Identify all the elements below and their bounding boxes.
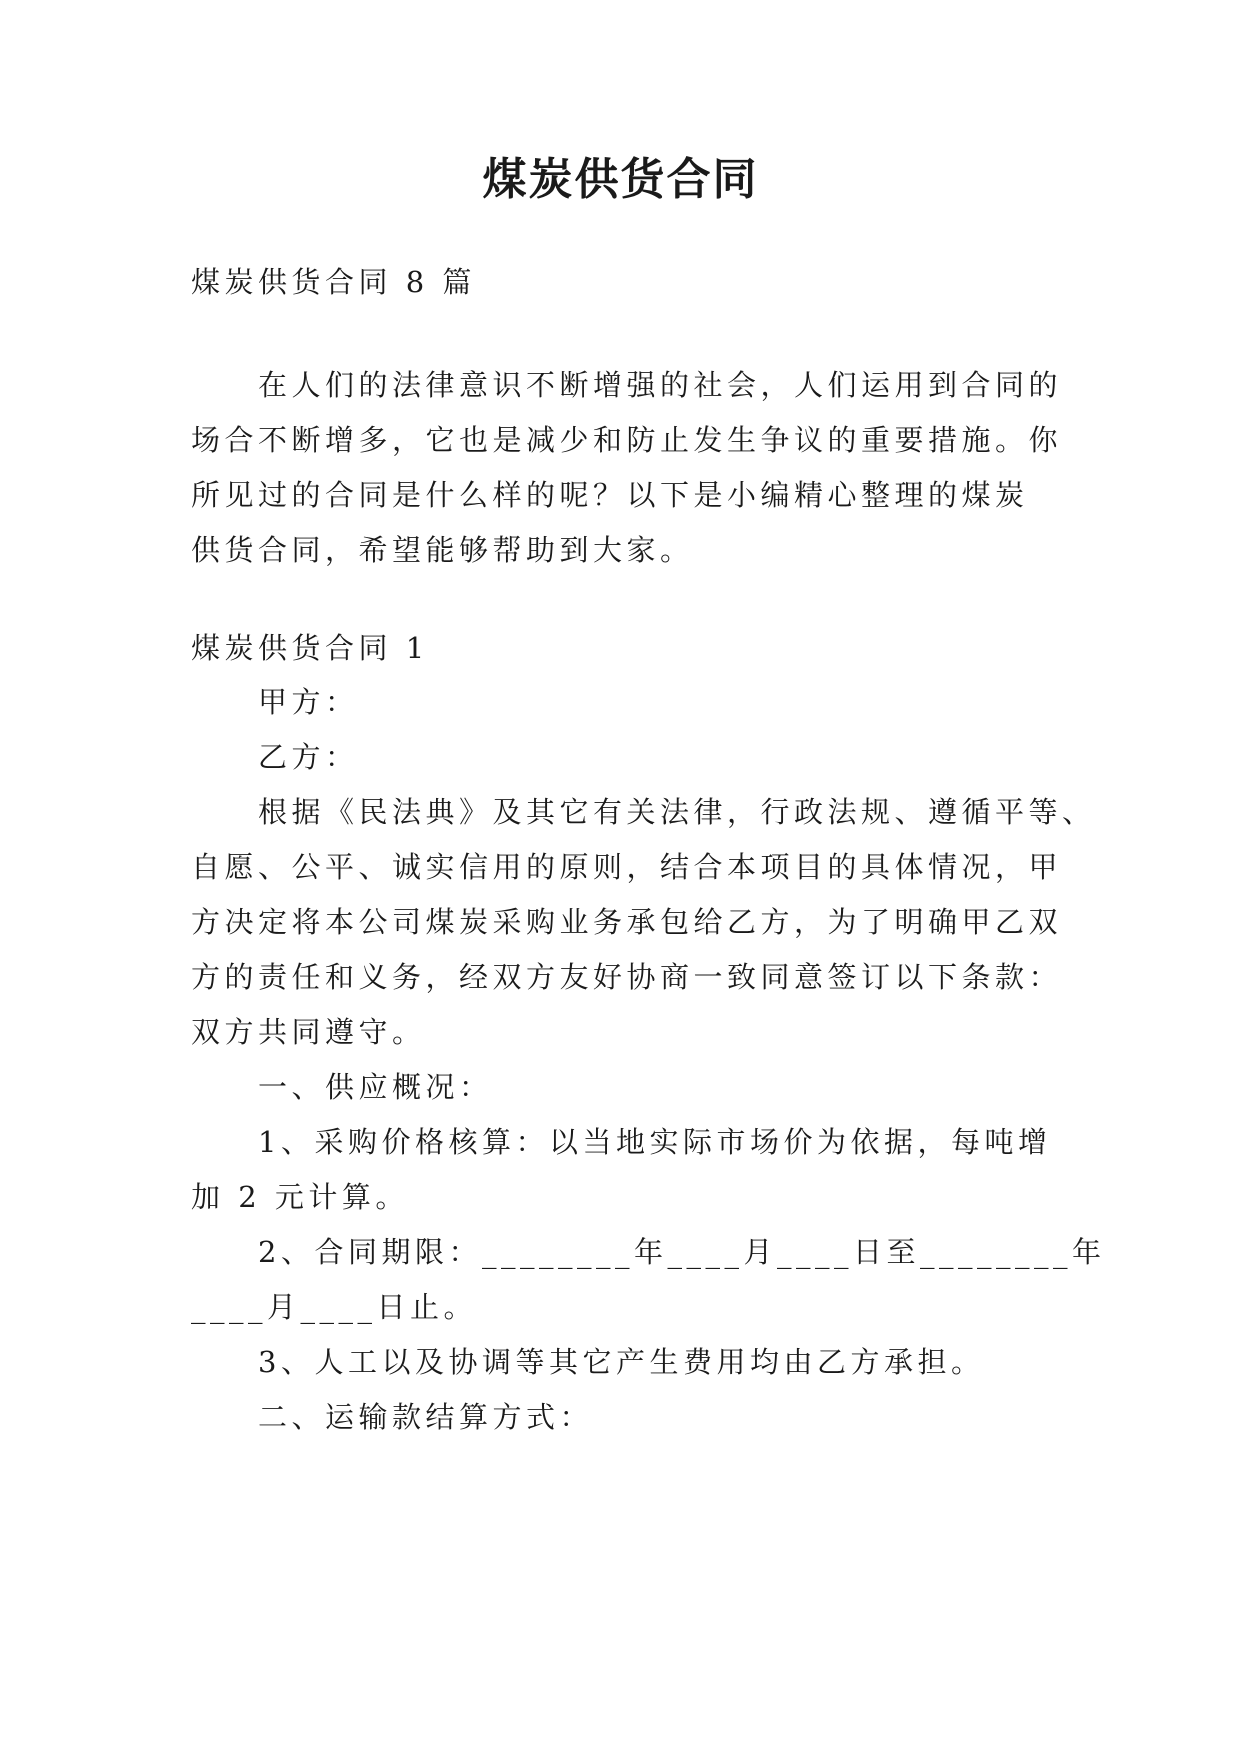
clause-item-line: ____月____日止。	[191, 1290, 478, 1324]
document-subtitle: 煤炭供货合同 8 篇	[191, 265, 476, 299]
intro-line: 供货合同，希望能够帮助到大家。	[191, 533, 694, 567]
intro-line: 所见过的合同是什么样的呢？以下是小编精心整理的煤炭	[191, 478, 1029, 512]
basis-line: 自愿、公平、诚实信用的原则，结合本项目的具体情况，甲	[191, 850, 1063, 884]
party-a-label: 甲方：	[258, 685, 359, 719]
party-b-label: 乙方：	[258, 740, 359, 774]
basis-line: 双方共同遵守。	[191, 1015, 426, 1049]
basis-line: 方的责任和义务，经双方友好协商一致同意签订以下条款：	[191, 960, 1063, 994]
document-title: 煤炭供货合同	[482, 154, 759, 205]
clause-one-heading: 一、供应概况：	[258, 1070, 493, 1104]
intro-line: 场合不断增多，它也是减少和防止发生争议的重要措施。你	[191, 423, 1063, 457]
basis-line: 根据《民法典》及其它有关法律，行政法规、遵循平等、	[258, 795, 1096, 829]
clause-item-line: 1、采购价格核算：以当地实际市场价为依据，每吨增	[258, 1125, 1052, 1159]
basis-line: 方决定将本公司煤炭采购业务承包给乙方，为了明确甲乙双	[191, 905, 1063, 939]
clause-item-line: 2、合同期限：________年____月____日至________年	[258, 1235, 1106, 1269]
clause-two-heading: 二、运输款结算方式：	[258, 1400, 594, 1434]
clause-item-line: 加 2 元计算。	[191, 1180, 409, 1214]
intro-line: 在人们的法律意识不断增强的社会，人们运用到合同的	[258, 368, 1063, 402]
clause-item-line: 3、人工以及协调等其它产生费用均由乙方承担。	[258, 1345, 985, 1379]
section-heading: 煤炭供货合同 1	[191, 631, 429, 665]
